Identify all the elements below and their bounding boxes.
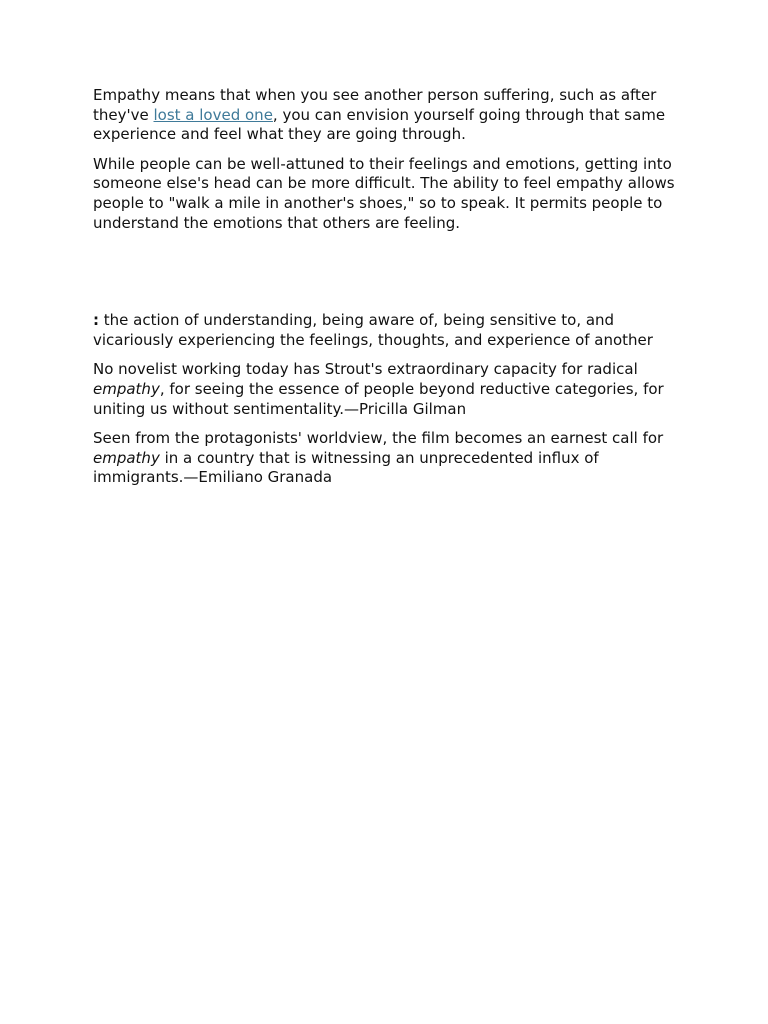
example-sentence-2 [93,429,683,488]
intro-text-after-link: , you can envision yourself going through that same experience and feel what they are going through. [93,105,666,144]
attunement-paragraph: While people can be well-attuned to their feelings and emotions, getting into someone else's head can be more difficult. The ability to feel empathy allows people to "walk a mile in another's shoes," so to speak. It permits people to understand the emotions that others are feeling. [93,154,675,232]
intro-text-before-link: Empathy means that when you see another person suffering, such as after they've [93,86,657,124]
definition-paragraph [93,311,683,350]
example-sentence-1 [93,360,683,419]
example-1-term: empathy [93,379,160,398]
example-2-after: in a country that is witnessing an unprecedented influx of immigrants.—Emiliano Granada [93,448,599,487]
lost-loved-one-link[interactable]: lost a loved one [153,105,273,124]
example-2-term: empathy [93,448,160,467]
article-body [93,86,683,488]
intro-paragraph [93,86,683,145]
definition-text: the action of understanding, being aware of, being sensitive to, and vicariously experiencing the feelings, thoughts, and experience of another [93,311,653,349]
example-1-after: , for seeing the essence of people beyond reductive categories, for uniting us without sentimentality.—Pricilla Gilman [93,379,664,418]
example-1-before: No novelist working today has Strout's extraordinary capacity for radical [93,360,638,379]
section-gap [93,233,683,311]
definition-colon: : [93,311,99,330]
example-2-before: Seen from the protagonists' worldview, the film becomes an earnest call for [93,429,664,448]
